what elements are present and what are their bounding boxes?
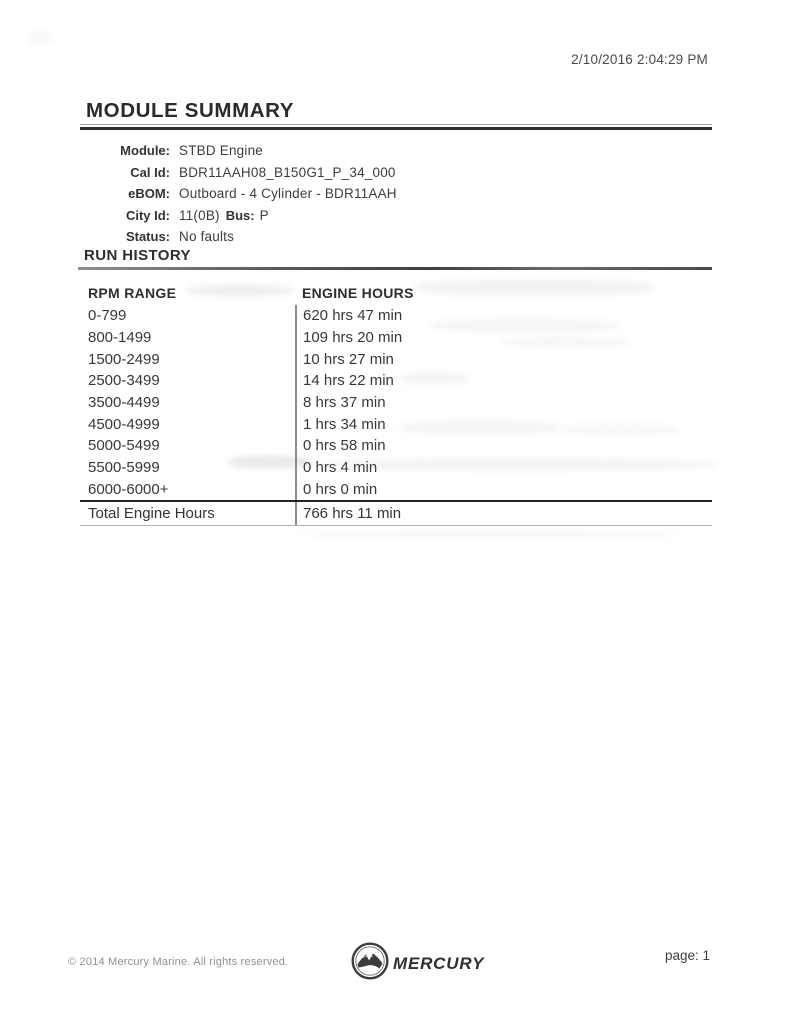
table-header-row [80, 280, 712, 305]
run-history-table [80, 280, 712, 526]
page-title: MODULE SUMMARY [86, 99, 295, 122]
table-row [80, 370, 712, 392]
info-value-status: No faults [179, 229, 235, 245]
brand-wordmark: MERCURY [393, 953, 485, 973]
rpm-range-cell: 4500-4999 [88, 415, 160, 433]
info-label-status: Status: [125, 229, 170, 245]
scan-artifact [28, 30, 52, 44]
rpm-range-cell: 1500-2499 [88, 350, 160, 368]
table-total-row [80, 500, 712, 526]
print-timestamp: 2/10/2016 2:04:29 PM [571, 52, 708, 67]
rpm-range-cell: 3500-4499 [88, 394, 160, 412]
engine-hours-cell: 0 hrs 4 min [295, 457, 712, 479]
info-label-cal-id: Cal Id: [130, 164, 170, 180]
engine-hours-cell: 10 hrs 27 min [295, 348, 712, 370]
info-label-city-id: City Id: [125, 207, 170, 223]
column-header-rpm-range: RPM RANGE [88, 284, 177, 301]
brand-logo [350, 941, 484, 986]
rpm-range-cell: 5000-5499 [88, 437, 160, 455]
scan-artifact [300, 530, 680, 537]
info-value-cal-id: BDR11AAH08_B150G1_P_34_000 [179, 164, 396, 180]
copyright-text: © 2014 Mercury Marine. All rights reserved. [68, 956, 289, 968]
table-row [80, 348, 712, 370]
info-value-module: STBD Engine [179, 143, 263, 159]
module-info-row [80, 183, 712, 205]
info-label-ebom: eBOM: [128, 186, 170, 202]
info-label-bus: Bus: [225, 207, 255, 223]
engine-hours-cell: 8 hrs 37 min [295, 392, 712, 414]
table-row [80, 457, 712, 479]
rpm-range-cell: 2500-3499 [88, 372, 160, 390]
engine-hours-cell: 109 hrs 20 min [295, 327, 712, 349]
table-row [80, 327, 712, 349]
rpm-range-cell: 5500-5999 [88, 459, 160, 477]
title-rule [80, 124, 712, 130]
rpm-range-cell: 6000-6000+ [88, 480, 169, 498]
info-value-city-id: 11(0B) [179, 207, 220, 223]
module-info-row [80, 140, 712, 162]
run-history-rule [78, 267, 712, 270]
page-number: page: 1 [664, 948, 710, 963]
run-history-title: RUN HISTORY [84, 247, 191, 264]
mercury-logo-icon [350, 941, 390, 986]
column-header-engine-hours: ENGINE HOURS [302, 284, 414, 301]
engine-hours-cell: 620 hrs 47 min [295, 305, 712, 327]
total-value-cell: 766 hrs 11 min [295, 502, 712, 525]
total-label-cell: Total Engine Hours [88, 505, 215, 523]
info-value-ebom: Outboard - 4 Cylinder - BDR11AAH [179, 186, 397, 202]
info-label-module: Module: [120, 143, 170, 159]
info-value-bus: P [259, 207, 269, 223]
engine-hours-cell: 0 hrs 58 min [295, 435, 712, 457]
module-info-row [80, 226, 712, 248]
rpm-range-cell: 800-1499 [88, 329, 152, 347]
module-info [80, 140, 712, 248]
table-row [80, 413, 712, 435]
engine-hours-cell: 14 hrs 22 min [295, 370, 712, 392]
engine-hours-cell: 1 hrs 34 min [295, 413, 712, 435]
table-row [80, 392, 712, 414]
rpm-range-cell: 0-799 [88, 307, 127, 325]
module-info-row [80, 205, 712, 227]
table-row [80, 305, 712, 327]
table-row [80, 435, 712, 457]
engine-hours-cell: 0 hrs 0 min [295, 479, 712, 501]
module-info-row [80, 162, 712, 184]
table-row [80, 479, 712, 501]
